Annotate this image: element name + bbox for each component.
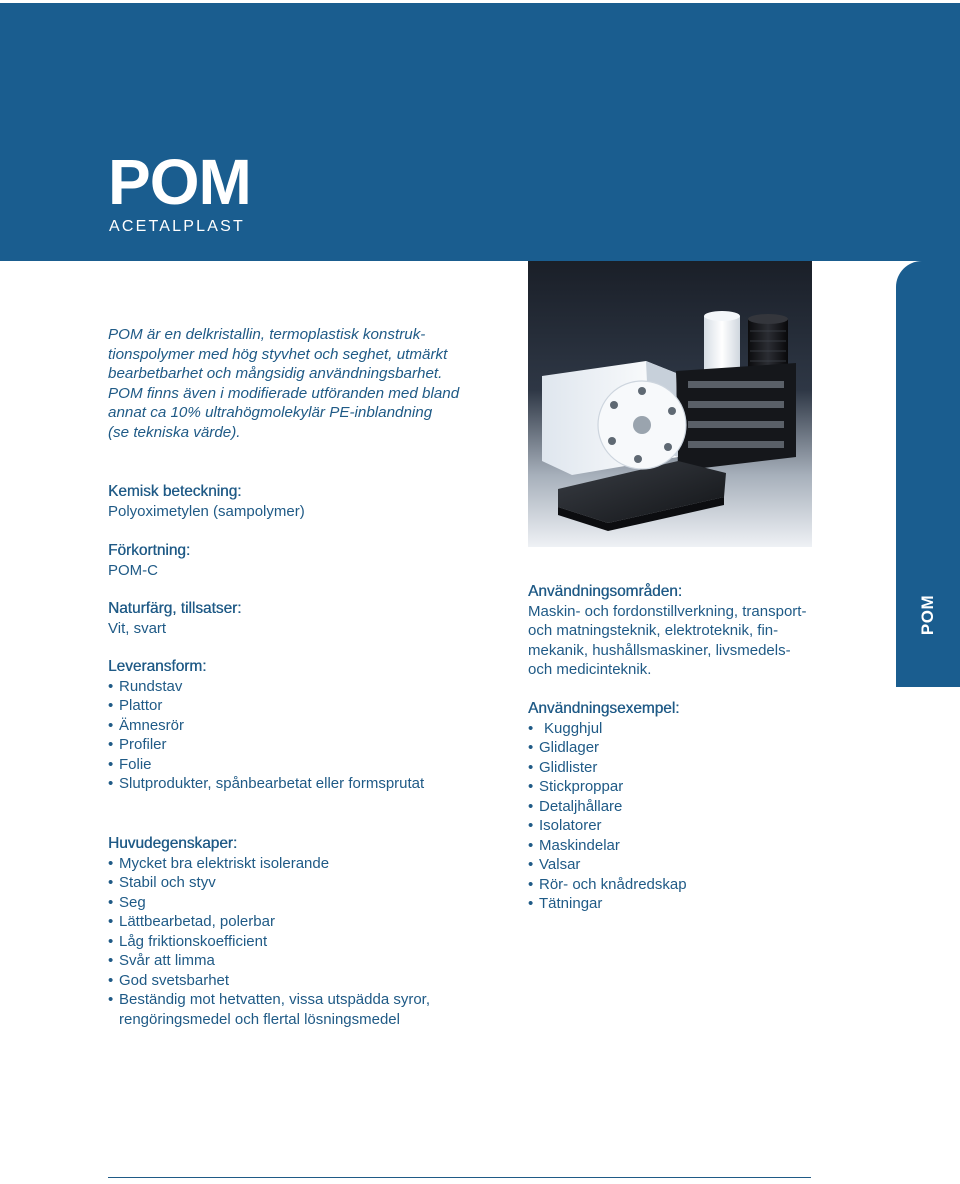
list-item: • Folie [108, 755, 152, 773]
list-item: • Glidlister [528, 758, 598, 776]
applications-heading: Användningsområden: [528, 583, 683, 600]
list-item: • Stabil och styv [108, 874, 216, 891]
list-item-text: Isolatorer [539, 817, 602, 834]
list-item: • Valsar [528, 856, 581, 873]
footer-divider [108, 1177, 811, 1178]
list-item-text: Låg friktionskoefficient [119, 932, 268, 950]
list-item-text: Stickproppar [539, 778, 624, 795]
list-item: • Mycket bra elektriskt isolerande [108, 854, 330, 872]
list-item-continuation [108, 1010, 430, 1030]
side-tab-corner [812, 261, 896, 301]
list-item: • Stickproppar [528, 778, 624, 795]
abbreviation-heading: Förkortning: [108, 542, 191, 559]
list-item: • Kugghjul [528, 719, 603, 737]
intro-line: (se tekniska värde). [108, 423, 241, 441]
intro-line: bearbetbarhet och mångsidig användningsbarhet. [108, 365, 443, 382]
list-item-text: Stabil och styv [119, 874, 216, 891]
top-edge [0, 0, 960, 3]
list-item: • Maskindelar [528, 836, 620, 854]
list-item: • Slutprodukter, spånbearbetat eller formsprutat [108, 775, 425, 792]
applications-line: Maskin- och fordonstillverkning, transport- [528, 602, 807, 620]
color-heading: Naturfärg, tillsatser: [108, 600, 242, 617]
list-item-text: Detaljhållare [539, 797, 623, 815]
intro-line: POM finns även i modifierade utföranden med bland [108, 384, 460, 402]
list-item-text: Lättbearbetad, polerbar [119, 913, 275, 930]
color-section [108, 599, 241, 638]
delivery-section [108, 657, 424, 794]
page-title: POM [108, 146, 251, 218]
intro-line: POM är en delkristallin, termoplastisk konstruk- [108, 326, 426, 343]
list-item: • Rör- och knådredskap [528, 875, 687, 893]
list-item: • Glidlager [528, 739, 600, 756]
list-item-text: rengöringsmedel och flertal lösningsmedel [119, 1010, 400, 1028]
list-item: • Tätningar [528, 895, 603, 912]
applications-line: och medicinteknik. [528, 661, 652, 678]
applications-line: och matningsteknik, elektroteknik, fin- [528, 622, 779, 639]
list-item: • Beständig mot hetvatten, vissa utspädda syror, [108, 991, 431, 1008]
intro-paragraph [108, 325, 528, 442]
applications-line: mekanik, hushållsmaskiner, livsmedels- [528, 641, 791, 659]
list-item-text: Profiler [119, 736, 167, 753]
list-item: • Plattor [108, 697, 163, 714]
color-value: Vit, svart [108, 619, 167, 637]
abbreviation-section [108, 541, 190, 580]
chemical-value: Polyoximetylen (sampolymer) [108, 502, 305, 520]
list-item-text: Maskindelar [539, 836, 620, 854]
chemical-section [108, 482, 305, 521]
list-item-text: Seg [119, 893, 146, 911]
list-item-text: Tätningar [539, 895, 603, 912]
list-item: • Isolatorer [528, 817, 602, 834]
list-item: • Detaljhållare [528, 797, 623, 815]
list-item-text: Ämnesrör [119, 716, 185, 734]
delivery-list [108, 677, 424, 794]
product-photo [528, 261, 812, 547]
list-item: • Lättbearbetad, polerbar [108, 913, 275, 930]
list-item-text: Glidlager [539, 739, 600, 756]
list-item-text: Rundstav [119, 677, 183, 695]
list-item-text: Folie [119, 755, 152, 773]
side-tab-label-wrap [896, 560, 960, 670]
list-item: • Svår att limma [108, 952, 215, 969]
list-item-text: Valsar [539, 856, 581, 873]
chemical-heading: Kemisk beteckning: [108, 483, 242, 500]
list-item-text: Svår att limma [119, 952, 215, 969]
list-item-text: God svetsbarhet [119, 971, 230, 989]
examples-section [528, 699, 687, 914]
list-item-text: Kugghjul [544, 719, 603, 737]
list-item: • God svetsbarhet [108, 971, 230, 989]
examples-list [528, 719, 687, 914]
list-item-text: Beständig mot hetvatten, vissa utspädda syror, [119, 991, 431, 1008]
list-item-text: Mycket bra elektriskt isolerande [119, 854, 330, 872]
side-tab-label: POM [917, 594, 937, 636]
list-item-text: Plattor [119, 697, 163, 714]
list-item-text: Slutprodukter, spånbearbetat eller formsprutat [119, 775, 425, 792]
delivery-heading: Leveransform: [108, 658, 207, 675]
properties-section [108, 834, 430, 1029]
list-item: • Profiler [108, 736, 167, 753]
applications-section [528, 582, 806, 680]
abbreviation-value: POM-C [108, 561, 158, 579]
page-subtitle: ACETALPLAST [109, 218, 245, 235]
list-item: • Seg [108, 893, 146, 911]
list-item: • Rundstav [108, 677, 183, 695]
properties-heading: Huvudegenskaper: [108, 835, 238, 852]
intro-line: tionspolymer med hög styvhet och seghet, utmärkt [108, 345, 448, 363]
list-item: • Ämnesrör [108, 716, 185, 734]
properties-list [108, 854, 430, 1030]
examples-heading: Användningsexempel: [528, 700, 680, 717]
list-item: • Låg friktionskoefficient [108, 932, 268, 950]
list-item-text: Glidlister [539, 758, 598, 776]
list-item-text: Rör- och knådredskap [539, 875, 687, 893]
applications-text [528, 602, 806, 680]
intro-line: annat ca 10% ultrahögmolekylär PE-inblandning [108, 404, 433, 421]
